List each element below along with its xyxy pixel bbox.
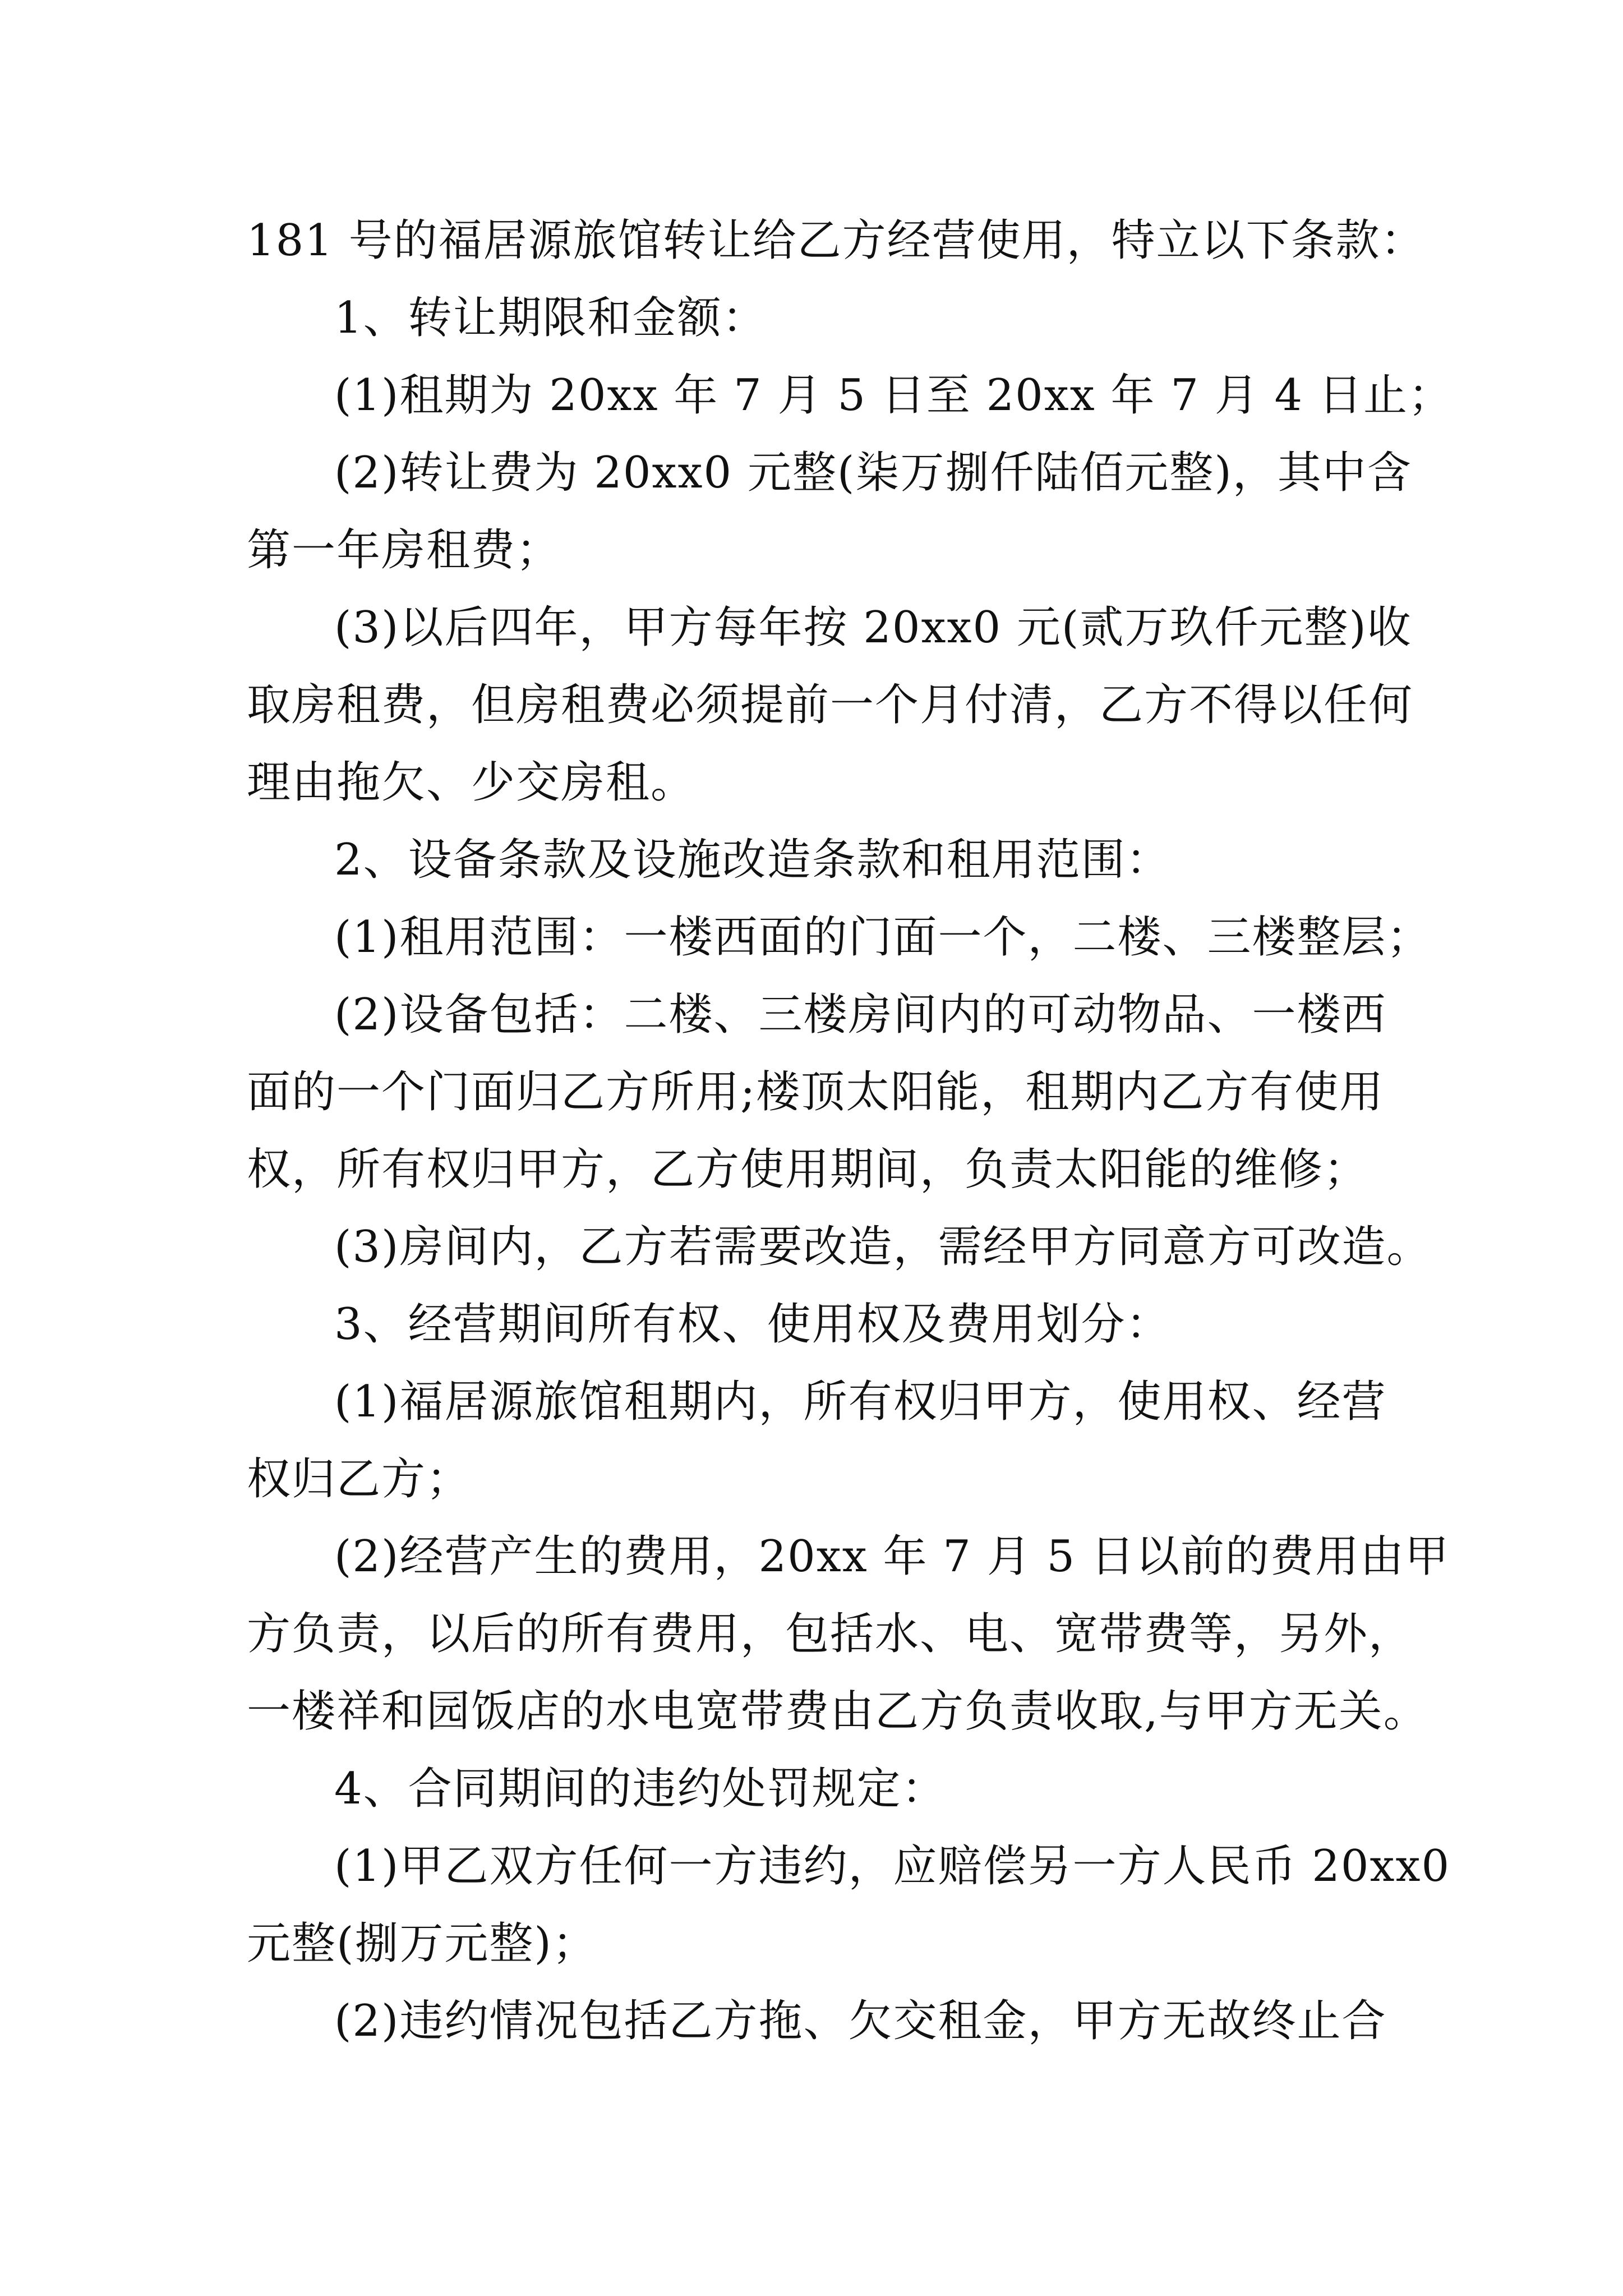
text-line: (3)房间内，乙方若需要改造，需经甲方同意方可改造。 — [334, 1222, 1432, 1272]
text-line: 2、设备条款及设施改造条款和租用范围： — [334, 835, 1171, 885]
text-line: 权，所有权归甲方，乙方使用期间，负责太阳能的维修； — [247, 1144, 1369, 1195]
text-line: 4、合同期间的违约处罚规定： — [334, 1764, 947, 1814]
text-line: (2)转让费为 20xx0 元整(柒万捌仟陆佰元整)，其中含 — [334, 448, 1412, 498]
text-line: (2)设备包括：二楼、三楼房间内的可动物品、一楼西 — [334, 990, 1387, 1040]
text-line: 3、经营期间所有权、使用权及费用划分： — [334, 1299, 1171, 1350]
text-line: 1、转让期限和金额： — [334, 293, 767, 343]
text-line: 元整(捌万元整)； — [247, 1918, 597, 1969]
text-line: (1)甲乙双方任何一方违约，应赔偿另一方人民币 20xx0 — [334, 1841, 1451, 1892]
text-line: 理由拖欠、少交房租。 — [247, 757, 696, 808]
text-line: (1)租用范围：一楼西面的门面一个，二楼、三楼整层； — [334, 912, 1432, 963]
text-line: 权归乙方； — [247, 1454, 472, 1504]
text-line: (2)经营产生的费用，20xx 年 7 月 5 日以前的费用由甲 — [334, 1531, 1450, 1582]
text-line: (3)以后四年，甲方每年按 20xx0 元(贰万玖仟元整)收 — [334, 602, 1412, 653]
text-line: 方负责，以后的所有费用，包括水、电、宽带费等，另外， — [247, 1609, 1414, 1659]
text-line: (1)租期为 20xx 年 7 月 5 日至 20xx 年 7 月 4 日止； — [334, 370, 1453, 421]
text-line: 181 号的福居源旅馆转让给乙方经营使用，特立以下条款： — [247, 215, 1426, 266]
text-line: 第一年房租费； — [247, 525, 561, 576]
text-line: 面的一个门面归乙方所用;楼顶太阳能，租期内乙方有使用 — [247, 1067, 1385, 1117]
text-line: 取房租费，但房租费必须提前一个月付清，乙方不得以任何 — [247, 680, 1414, 730]
document-body — [247, 202, 1453, 2060]
text-line: (2)违约情况包括乙方拖、欠交租金，甲方无故终止合 — [334, 1996, 1387, 2046]
text-line: 一楼祥和园饭店的水电宽带费由乙方负责收取,与甲方无关。 — [247, 1686, 1428, 1737]
text-line: (1)福居源旅馆租期内，所有权归甲方，使用权、经营 — [334, 1377, 1387, 1427]
